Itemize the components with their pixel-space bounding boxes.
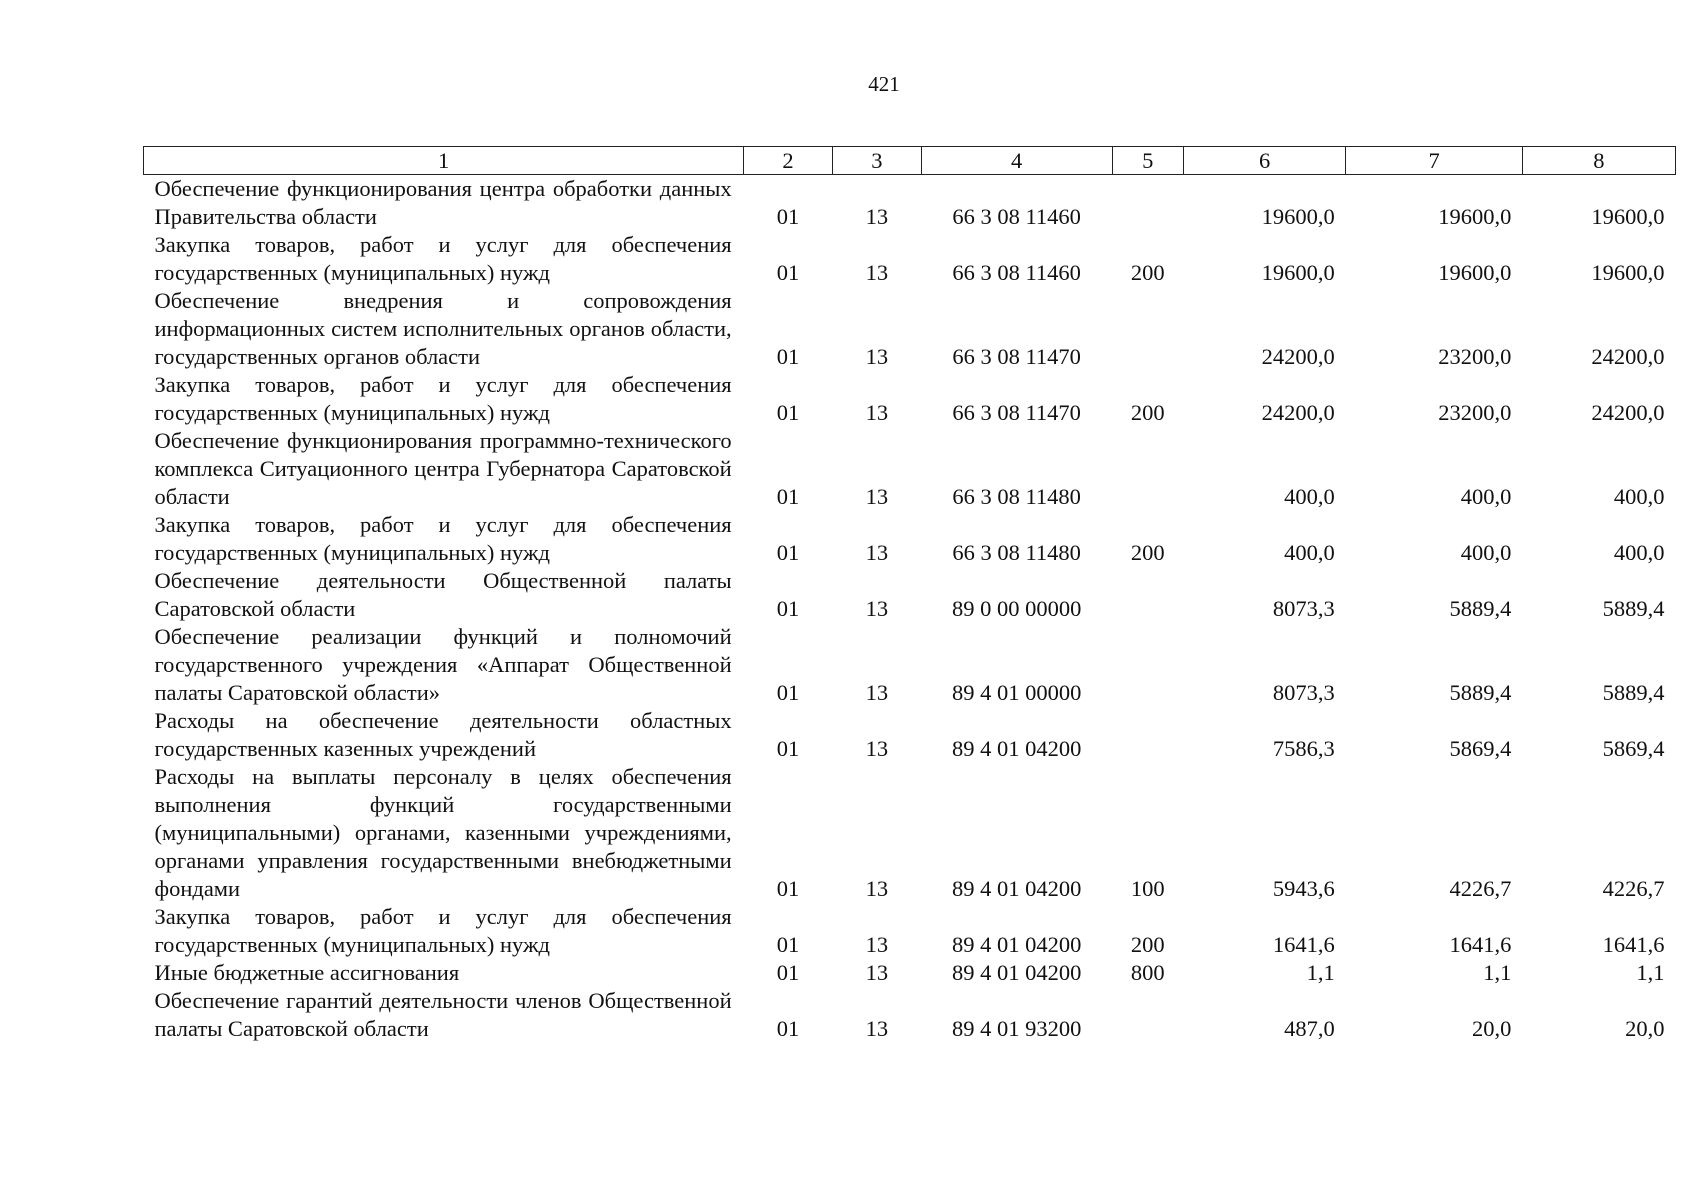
row-target-article-code: 89 4 01 04200 [951,932,1082,957]
row-expense-type-code: 200 [1130,260,1165,285]
row-expense-type-code: 100 [1130,876,1165,901]
row-amount-col7: 23200,0 [1438,344,1512,369]
row-amount-col8: 5869,4 [1602,736,1665,761]
column-header-3: 3 [832,147,921,175]
row-subsection-code: 13 [865,596,889,621]
row-section-code: 01 [776,680,800,705]
table-row [144,987,1676,1043]
row-target-article-code: 66 3 08 11470 [952,344,1081,369]
row-target-article-code: 89 4 01 00000 [951,680,1082,705]
row-description: Обеспечение функционирования программно-технического комплекса Ситуационного центра Губернатора Саратовской области [154,428,732,509]
row-amount-col6: 400,0 [1284,540,1335,565]
table-row [144,959,1676,987]
row-target-article-code: 66 3 08 11460 [952,260,1081,285]
row-amount-col6: 8073,3 [1272,680,1335,705]
row-expense-type-code: 800 [1130,960,1165,985]
row-section-code: 01 [776,960,800,985]
row-description: Закупка товаров, работ и услуг для обеспечения государственных (муниципальных) нужд [154,372,732,425]
row-amount-col7: 5889,4 [1449,596,1512,621]
row-section-code: 01 [776,736,800,761]
row-amount-col7: 5889,4 [1449,680,1512,705]
row-section-code: 01 [776,540,800,565]
row-section-code: 01 [776,1016,800,1041]
row-amount-col6: 19600,0 [1261,260,1335,285]
row-description: Закупка товаров, работ и услуг для обеспечения государственных (муниципальных) нужд [154,904,732,957]
column-header-4: 4 [921,147,1112,175]
row-section-code: 01 [776,204,800,229]
row-description: Закупка товаров, работ и услуг для обеспечения государственных (муниципальных) нужд [154,232,732,285]
row-amount-col8: 400,0 [1613,540,1665,565]
row-subsection-code: 13 [865,204,889,229]
budget-table [143,146,1676,1043]
row-target-article-code: 89 4 01 04200 [951,960,1082,985]
table-row [144,567,1676,623]
table-row [144,175,1676,232]
row-section-code: 01 [776,932,800,957]
row-description: Закупка товаров, работ и услуг для обеспечения государственных (муниципальных) нужд [154,512,732,565]
row-description: Расходы на выплаты персоналу в целях обеспечения выполнения функций государственными (муниципальными) органами, казенными учреждениями, органами управления государственными внебюджетными фондами [154,764,732,901]
row-amount-col6: 8073,3 [1272,596,1335,621]
page-number: 421 [868,72,900,96]
row-subsection-code: 13 [865,540,889,565]
row-amount-col6: 1,1 [1306,960,1335,985]
row-amount-col7: 5869,4 [1449,736,1512,761]
row-description: Расходы на обеспечение деятельности областных государственных казенных учреждений [154,708,732,761]
row-section-code: 01 [776,260,800,285]
row-amount-col8: 19600,0 [1591,260,1665,285]
row-amount-col7: 19600,0 [1438,204,1512,229]
row-subsection-code: 13 [865,960,889,985]
row-expense-type-code [1112,987,1183,1043]
row-amount-col8: 1,1 [1636,960,1665,985]
row-expense-type-code [1112,567,1183,623]
row-amount-col7: 4226,7 [1449,876,1512,901]
row-amount-col8: 5889,4 [1602,680,1665,705]
row-target-article-code: 89 4 01 04200 [951,736,1082,761]
row-amount-col6: 400,0 [1284,484,1335,509]
row-subsection-code: 13 [865,1016,889,1041]
row-expense-type-code [1112,707,1183,763]
row-amount-col8: 400,0 [1613,484,1665,509]
row-subsection-code: 13 [865,484,889,509]
row-amount-col6: 7586,3 [1272,736,1335,761]
row-amount-col7: 400,0 [1460,540,1512,565]
row-description: Обеспечение деятельности Общественной палаты Саратовской области [154,568,732,621]
column-header-8: 8 [1522,147,1675,175]
row-expense-type-code [1112,427,1183,511]
table-body [144,175,1676,1044]
row-description: Обеспечение внедрения и сопровождения информационных систем исполнительных органов области, государственных органов области [154,288,732,369]
row-amount-col6: 24200,0 [1261,400,1335,425]
row-expense-type-code [1112,623,1183,707]
row-section-code: 01 [776,596,800,621]
row-section-code: 01 [776,344,800,369]
row-subsection-code: 13 [865,344,889,369]
table-row [144,231,1676,287]
row-amount-col8: 20,0 [1625,1016,1665,1041]
row-amount-col8: 5889,4 [1602,596,1665,621]
row-amount-col6: 19600,0 [1261,204,1335,229]
column-header-6: 6 [1184,147,1346,175]
row-target-article-code: 66 3 08 11480 [952,484,1081,509]
row-target-article-code: 89 4 01 04200 [951,876,1082,901]
table-row [144,511,1676,567]
row-amount-col7: 20,0 [1471,1016,1512,1041]
row-subsection-code: 13 [865,736,889,761]
row-amount-col7: 19600,0 [1438,260,1512,285]
column-header-1: 1 [144,147,744,175]
row-description: Обеспечение функционирования центра обработки данных Правительства области [154,176,732,229]
row-amount-col8: 4226,7 [1602,876,1665,901]
row-target-article-code: 89 0 00 00000 [951,596,1082,621]
row-description: Обеспечение гарантий деятельности членов Общественной палаты Саратовской области [154,988,732,1041]
row-amount-col8: 1641,6 [1602,932,1665,957]
row-section-code: 01 [776,876,800,901]
row-target-article-code: 66 3 08 11460 [952,204,1081,229]
row-amount-col8: 24200,0 [1591,344,1665,369]
column-header-2: 2 [744,147,833,175]
row-target-article-code: 66 3 08 11470 [952,400,1081,425]
column-header-5: 5 [1112,147,1183,175]
row-expense-type-code: 200 [1130,400,1165,425]
row-subsection-code: 13 [865,876,889,901]
row-description: Обеспечение реализации функций и полномочий государственного учреждения «Аппарат Общественной палаты Саратовской области» [154,624,732,705]
column-header-7: 7 [1346,147,1523,175]
row-amount-col8: 19600,0 [1591,204,1665,229]
row-expense-type-code: 200 [1130,540,1165,565]
row-amount-col8: 24200,0 [1591,400,1665,425]
row-expense-type-code: 200 [1130,932,1165,957]
row-amount-col6: 24200,0 [1261,344,1335,369]
row-target-article-code: 66 3 08 11480 [952,540,1081,565]
row-target-article-code: 89 4 01 93200 [951,1016,1082,1041]
row-expense-type-code [1112,175,1183,232]
table-row [144,287,1676,371]
row-amount-col6: 1641,6 [1272,932,1335,957]
table-row [144,707,1676,763]
row-amount-col6: 5943,6 [1272,876,1335,901]
table-row [144,763,1676,903]
row-description: Иные бюджетные ассигнования [154,960,460,985]
row-subsection-code: 13 [865,932,889,957]
row-amount-col7: 1641,6 [1449,932,1512,957]
row-subsection-code: 13 [865,260,889,285]
table-row [144,623,1676,707]
row-amount-col7: 400,0 [1460,484,1512,509]
row-subsection-code: 13 [865,400,889,425]
column-number-header-row [144,147,1676,175]
row-section-code: 01 [776,484,800,509]
row-amount-col7: 23200,0 [1438,400,1512,425]
table-row [144,371,1676,427]
row-section-code: 01 [776,400,800,425]
table-row [144,903,1676,959]
row-amount-col7: 1,1 [1483,960,1512,985]
row-expense-type-code [1112,287,1183,371]
row-subsection-code: 13 [865,680,889,705]
table-row [144,427,1676,511]
row-amount-col6: 487,0 [1284,1016,1335,1041]
